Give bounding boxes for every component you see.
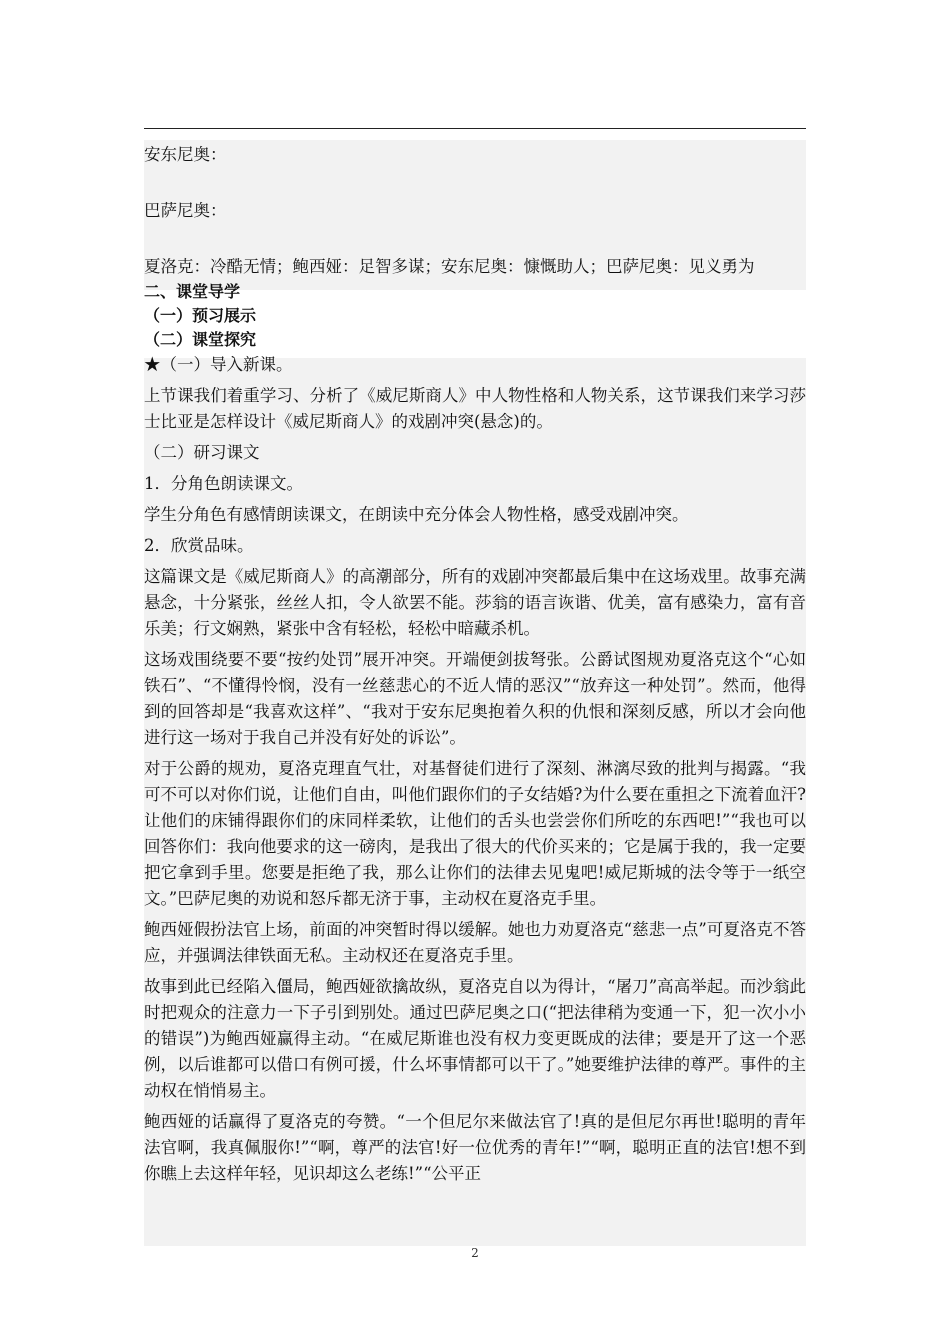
paragraph-4: 鲍西娅假扮法官上场，前面的冲突暂时得以缓解。她也力劝夏洛克“慈悲一点”可夏洛克不答应，并强调法律铁面无私。主动权还在夏洛克手里。 [144, 920, 806, 965]
step-1: 1．分角色朗读课文。 [144, 474, 303, 493]
heading-preview: （一）预习展示 [144, 306, 257, 325]
step-1-text: 学生分角色有感情朗读课文，在朗读中充分体会人物性格，感受戏剧冲突。 [144, 505, 689, 524]
page-number: 2 [471, 1246, 479, 1260]
paragraph-3: 对于公爵的规劝，夏洛克理直气壮，对基督徒们进行了深刻、淋漓尽致的批判与揭露。“我可不可以对你们说，让他们自由，叫他们跟你们的子女结婚?为什么要在重担之下流着血汗?让他们的床铺得跟你们的床同样柔软，让他们的舌头也尝尝你们所吃的东西吧!”“我也可以回答你们：我向他要求的这一磅肉，是我出了很大的代价买来的；它是属于我的，我一定要把它拿到手里。您要是拒绝了我，那么让你们的法律去见鬼吧!威尼斯城的法令等于一纸空文。”巴萨尼奥的劝说和怒斥都无济于事，主动权在夏洛克手里。 [144, 759, 806, 908]
paragraph-2: 这场戏围绕要不要“按约处罚”展开冲突。开端便剑拔弩张。公爵试图规劝夏洛克这个“心如铁石”、“不懂得怜悯，没有一丝慈悲心的不近人情的恶汉”“放弃这一种处罚”。然而，他得到的回答却是“我喜欢这样”、“我对于安东尼奥抱着久积的仇恨和深刻反感，所以才会向他进行这一场对于我自己并没有好处的诉讼”。 [144, 650, 806, 747]
intro-title: ★（一）导入新课。 [144, 355, 293, 374]
answer-bassanio: 巴萨尼奥： [144, 201, 227, 220]
paragraph-5: 故事到此已经陷入僵局，鲍西娅欲擒故纵，夏洛克自以为得计，“屠刀”高高举起。而沙翁此时把观众的注意力一下子引到别处。通过巴萨尼奥之口(“把法律稍为变通一下，犯一次小小的错误”)为鲍西娅赢得主动。“在威尼斯谁也没有权力变更既成的法律；要是开了这一个恶例，以后谁都可以借口有例可援，什么坏事情都可以干了。”她要维护法律的尊严。事件的主动权在悄悄易主。 [144, 977, 806, 1100]
answer-antonio: 安东尼奥： [144, 145, 227, 164]
answer-summary: 夏洛克：冷酷无情；鲍西娅：足智多谋；安东尼奥：慷慨助人；巴萨尼奥：见义勇为 [144, 257, 755, 276]
paragraph-1: 这篇课文是《威尼斯商人》的高潮部分，所有的戏剧冲突都最后集中在这场戏里。故事充满悬念，十分紧张，丝丝人扣，令人欲罢不能。莎翁的语言诙谐、优美，富有感染力，富有音乐美；行文娴熟，紧张中含有轻松，轻松中暗藏杀机。 [144, 567, 806, 638]
study-title: （二）研习课文 [144, 443, 260, 462]
header-rule [144, 128, 806, 129]
intro-text: 上节课我们着重学习、分析了《威尼斯商人》中人物性格和人物关系，这节课我们来学习莎士比亚是怎样设计《威尼斯商人》的戏剧冲突(悬念)的。 [144, 386, 806, 431]
document-content [144, 130, 806, 1187]
step-2: 2．欣赏品味。 [144, 536, 254, 555]
heading-section2: 二、课堂导学 [144, 282, 241, 301]
heading-explore: （二）课堂探究 [144, 330, 257, 349]
paragraph-6: 鲍西娅的话赢得了夏洛克的夸赞。“一个但尼尔来做法官了!真的是但尼尔再世!聪明的青年法官啊，我真佩服你!”“啊，尊严的法官!好一位优秀的青年!”“啊，聪明正直的法官!想不到你瞧上去这样年轻，见识却这么老练!”“公平正 [144, 1112, 806, 1183]
